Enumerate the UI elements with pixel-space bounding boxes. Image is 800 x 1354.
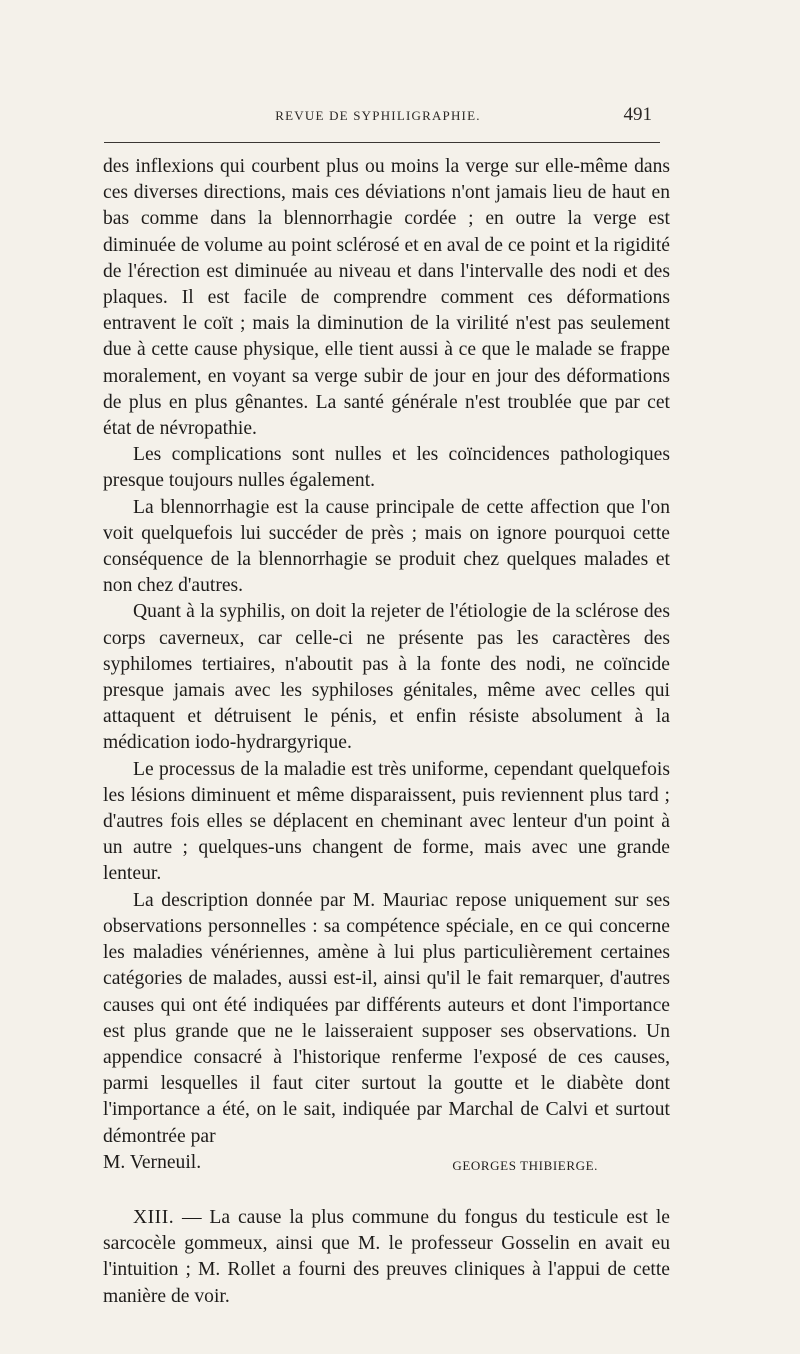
signature-line	[103, 1150, 670, 1179]
header-rule	[104, 142, 660, 143]
section-number: XIII.	[133, 1206, 175, 1228]
last-line: M. Verneuil.	[103, 1151, 202, 1173]
paragraph-processus: Le processus de la maladie est très uniforme, cependant quelquefois les lésions diminuent et même disparaissent, puis reviennent plus tard ; d'autres fois elles se déplacent en cheminant avec lenteur d'un point à un autre ; quelques-uns changent de forme, mais avec une grande lenteur.	[103, 758, 670, 885]
paragraph-syphilis: Quant à la syphilis, on doit la rejeter de l'étiologie de la sclérose des corps caverneux, car celle-ci ne présente pas les caractères des syphilomes tertiaires, n'aboutit pas à la fonte des nodi, ne coïncide presque jamais avec les syphiloses génitales, même avec celles qui attaquent et détruisent le pénis, et enfin résiste absolument à la médication iodo-hydrargyrique.	[103, 601, 670, 754]
running-head	[104, 104, 652, 128]
section-spacer	[103, 1179, 670, 1205]
section-text: — La cause la plus commune du fongus du testicule est le sarcocèle gommeux, ainsi que M. le professeur Gosselin en avait eu l'intuition ; M. Rollet a fourni des preuves cliniques à l'appui de cette manière de voir.	[103, 1206, 670, 1307]
section-xiii	[103, 1205, 670, 1310]
article-body	[103, 154, 670, 1310]
paragraph-blennorrhagie: La blennorrhagie est la cause principale de cette affection que l'on voit quelquefois lui succéder de près ; mais on ignore pourquoi cette conséquence de la blennorrhagie se produit chez quelques malades et non chez d'autres.	[103, 496, 670, 597]
page-number: 491	[623, 104, 652, 125]
paragraph-complications: Les complications sont nulles et les coïncidences pathologiques presque toujours nulles également.	[103, 444, 670, 492]
author-signature: GEORGES THIBIERGE.	[452, 1157, 598, 1173]
paragraph-description: La description donnée par M. Mauriac repose uniquement sur ses observations personnelles : sa compétence spéciale, en ce qui concerne les maladies vénériennes, amène à lui plus particulièrement certaines catégories de malades, aussi est-il, ainsi qu'il le fait remarquer, d'autres causes qui ont été indiquées par différents auteurs et dont l'importance est plus grande que ne le laisseraient supposer ses observations. Un appendice consacré à l'historique renferme l'exposé de ces causes, parmi lesquelles il faut citer surtout la goutte et le diabète dont l'importance a été, on le sait, indiquée par Marchal de Calvi et surtout démontrée par	[103, 889, 670, 1147]
running-title: REVUE DE SYPHILIGRAPHIE.	[275, 108, 481, 123]
paragraph-continuation: des inflexions qui courbent plus ou moins la verge sur elle-même dans ces diverses directions, mais ces déviations n'ont jamais lieu de haut en bas comme dans la blennorrhagie cordée ; en outre la verge est diminuée de volume au point sclérosé et en aval de ce point et la rigidité de l'érection est diminuée au niveau et dans l'intervalle des nodi et des plaques. Il est facile de comprendre comment ces déformations entravent le coït ; mais la diminution de la virilité n'est pas seulement due à cette cause physique, elle tient aussi à ce que le malade se frappe moralement, en voyant sa verge subir de jour en jour des déformations de plus en plus gênantes. La santé générale n'est troublée que par cet état de névropathie.	[103, 156, 670, 440]
